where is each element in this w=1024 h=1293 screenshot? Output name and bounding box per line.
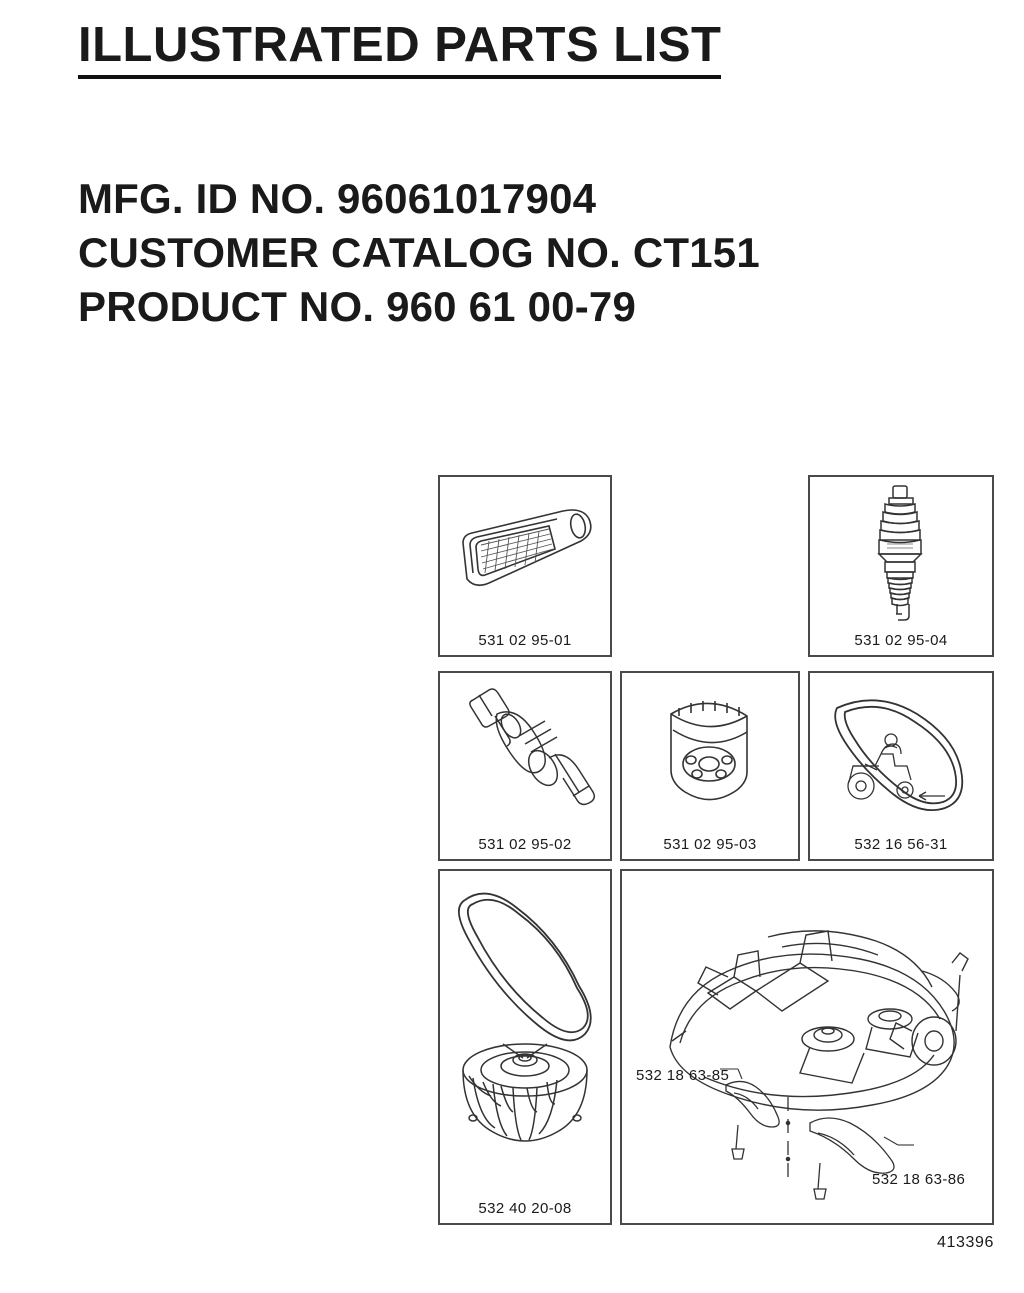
page-title: ILLUSTRATED PARTS LIST (78, 20, 721, 79)
customer-catalog-line: CUSTOMER CATALOG NO. CT151 (78, 228, 760, 276)
mower-belt-illustration (440, 871, 610, 1197)
figure-caption: 531 02 95-03 (663, 836, 757, 853)
figure-caption: 532 16 56-31 (854, 836, 948, 853)
figure-air-filter (438, 475, 612, 657)
drive-belt-illustration (810, 673, 992, 833)
air-filter-illustration (440, 477, 610, 629)
figure-deck-assembly (620, 869, 994, 1225)
figure-caption: 532 40 20-08 (478, 1200, 572, 1217)
fuel-filter-illustration (440, 673, 610, 833)
figure-oil-filter (620, 671, 800, 861)
figure-fuel-filter (438, 671, 612, 861)
figure-drive-belt (808, 671, 994, 861)
deck-part-label-left: 532 18 63-85 (636, 1067, 730, 1084)
product-number-line: PRODUCT NO. 960 61 00-79 (78, 282, 637, 330)
deck-part-label-right: 532 18 63-86 (872, 1171, 966, 1188)
identification-block (78, 172, 760, 333)
figure-caption: 531 02 95-04 (854, 632, 948, 649)
figure-spark-plug (808, 475, 994, 657)
figure-caption: 531 02 95-02 (478, 836, 572, 853)
mfg-id-line: MFG. ID NO. 96061017904 (78, 175, 597, 222)
oil-filter-illustration (622, 673, 798, 833)
document-number: 413396 (937, 1234, 994, 1251)
figure-mower-belt (438, 869, 612, 1225)
spark-plug-illustration (810, 477, 992, 629)
figure-caption: 531 02 95-01 (478, 632, 572, 649)
